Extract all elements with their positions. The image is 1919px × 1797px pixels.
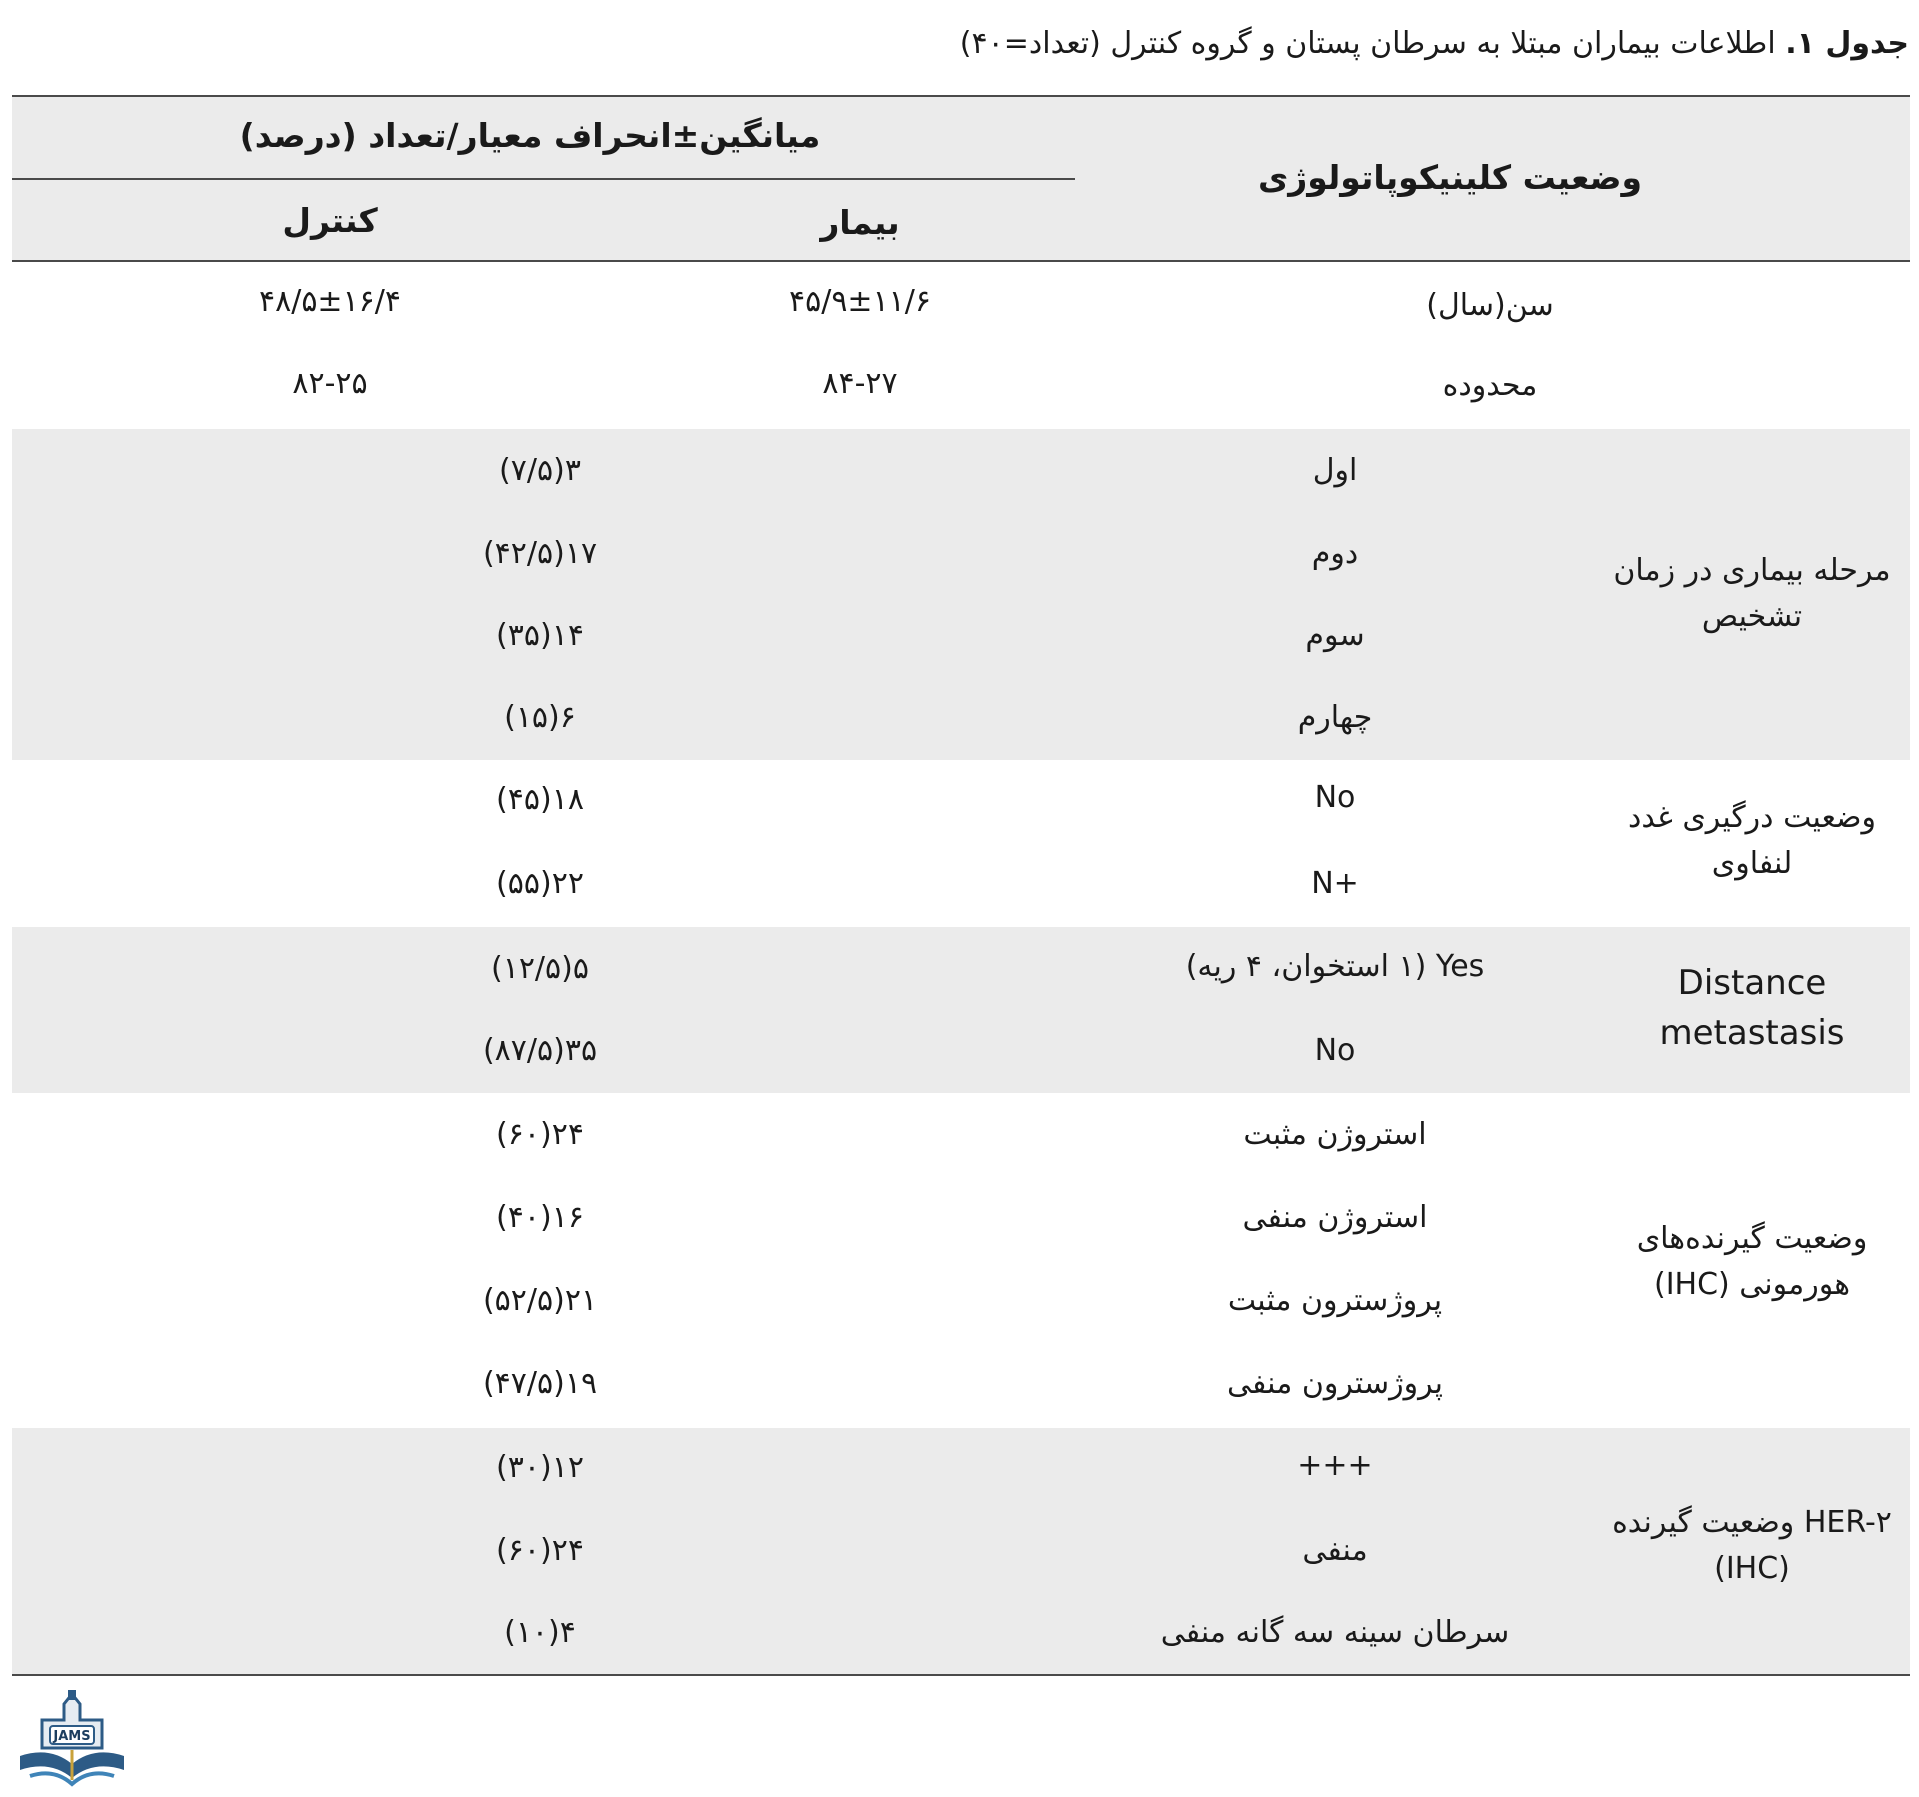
range-control: ۸۲-۲۵	[292, 366, 368, 401]
hormone-row-value: ۲۱(۵۲/۵)	[482, 1283, 598, 1318]
stage-row-label: اول	[1312, 453, 1358, 488]
her2-row-value: ۱۲(۳۰)	[496, 1450, 584, 1485]
lymph-group-label: وضعیت درگیری غدد لنفاوی	[1627, 800, 1877, 881]
lymph-row-label: N+	[1311, 866, 1359, 901]
subheader-rule	[12, 178, 1075, 180]
jams-logo	[10, 1690, 134, 1790]
her2-row-value: ۲۴(۶۰)	[496, 1533, 584, 1568]
header-mean-sd: میانگین±انحراف معیار/تعداد (درصد)	[239, 116, 821, 155]
metastasis-row-value: ۳۵(۸۷/۵)	[482, 1033, 598, 1068]
her2-row-label: سرطان سینه سه گانه منفی	[1160, 1615, 1510, 1650]
metastasis-row-label: Yes (۱ استخوان، ۴ ریه)	[1185, 949, 1485, 984]
lymph-row-value: ۲۲(۵۵)	[496, 866, 584, 901]
hormone-row-value: ۱۹(۴۷/۵)	[482, 1366, 598, 1401]
hormone-row-label: استروژن مثبت	[1243, 1117, 1427, 1152]
table-caption	[9, 24, 1909, 64]
hormone-row-value: ۲۴(۶۰)	[496, 1117, 584, 1152]
stage-row-value: ۱۷(۴۲/۵)	[482, 536, 598, 571]
logo-text: JAMS	[53, 1729, 91, 1744]
hormone-group-label: وضعیت گیرنده‌های هورمونی (IHC)	[1636, 1221, 1868, 1302]
top-rule	[12, 95, 1910, 97]
range-label: محدوده	[1442, 368, 1538, 403]
her2-row-value: ۴(۱۰)	[504, 1615, 576, 1650]
metastasis-group-label: Distance metastasis	[1659, 963, 1845, 1053]
metastasis-row-label: No	[1314, 1033, 1356, 1068]
age-label: سن(سال)	[1426, 288, 1554, 323]
metastasis-row-value: ۵(۱۲/۵)	[490, 951, 589, 986]
stage-row-value: ۱۴(۳۵)	[496, 618, 584, 653]
stage-row-value: ۶(۱۵)	[504, 700, 576, 735]
stage-group-label: مرحله بیماری در زمان تشخیص	[1613, 553, 1891, 634]
header-clinico: وضعیت کلینیکوپاتولوژی	[1257, 158, 1643, 197]
stage-row-value: ۳(۷/۵)	[499, 453, 581, 488]
stage-row-label: سوم	[1305, 618, 1365, 653]
her2-row-label: منفی	[1302, 1533, 1368, 1568]
age-control: ۴۸/۵±۱۶/۴	[258, 284, 402, 319]
hormone-row-value: ۱۶(۴۰)	[496, 1200, 584, 1235]
stage-row-label: چهارم	[1297, 700, 1373, 735]
hormone-row-label: استروژن منفی	[1242, 1200, 1428, 1235]
caption-label: جدول ۱.	[1785, 26, 1909, 61]
lymph-row-label: No	[1314, 780, 1356, 815]
header-patient: بیمار	[820, 203, 900, 242]
bottom-rule	[12, 1674, 1910, 1676]
hormone-row-label: پروژسترون مثبت	[1227, 1283, 1443, 1318]
header-control: کنترل	[282, 201, 378, 240]
lymph-row-value: ۱۸(۴۵)	[496, 782, 584, 817]
stage-row-label: دوم	[1311, 536, 1359, 571]
caption-text: اطلاعات بیماران مبتلا به سرطان پستان و گروه کنترل (تعداد=۴۰)	[959, 26, 1776, 61]
header-bottom-rule	[12, 260, 1910, 262]
hormone-row-label: پروژسترون منفی	[1227, 1366, 1443, 1401]
age-patient: ۴۵/۹±۱۱/۶	[788, 284, 932, 319]
range-patient: ۸۴-۲۷	[822, 366, 898, 401]
her2-group-label: HER-۲ وضعیت گیرنده (IHC)	[1612, 1505, 1892, 1586]
her2-row-label: +++	[1297, 1448, 1373, 1483]
